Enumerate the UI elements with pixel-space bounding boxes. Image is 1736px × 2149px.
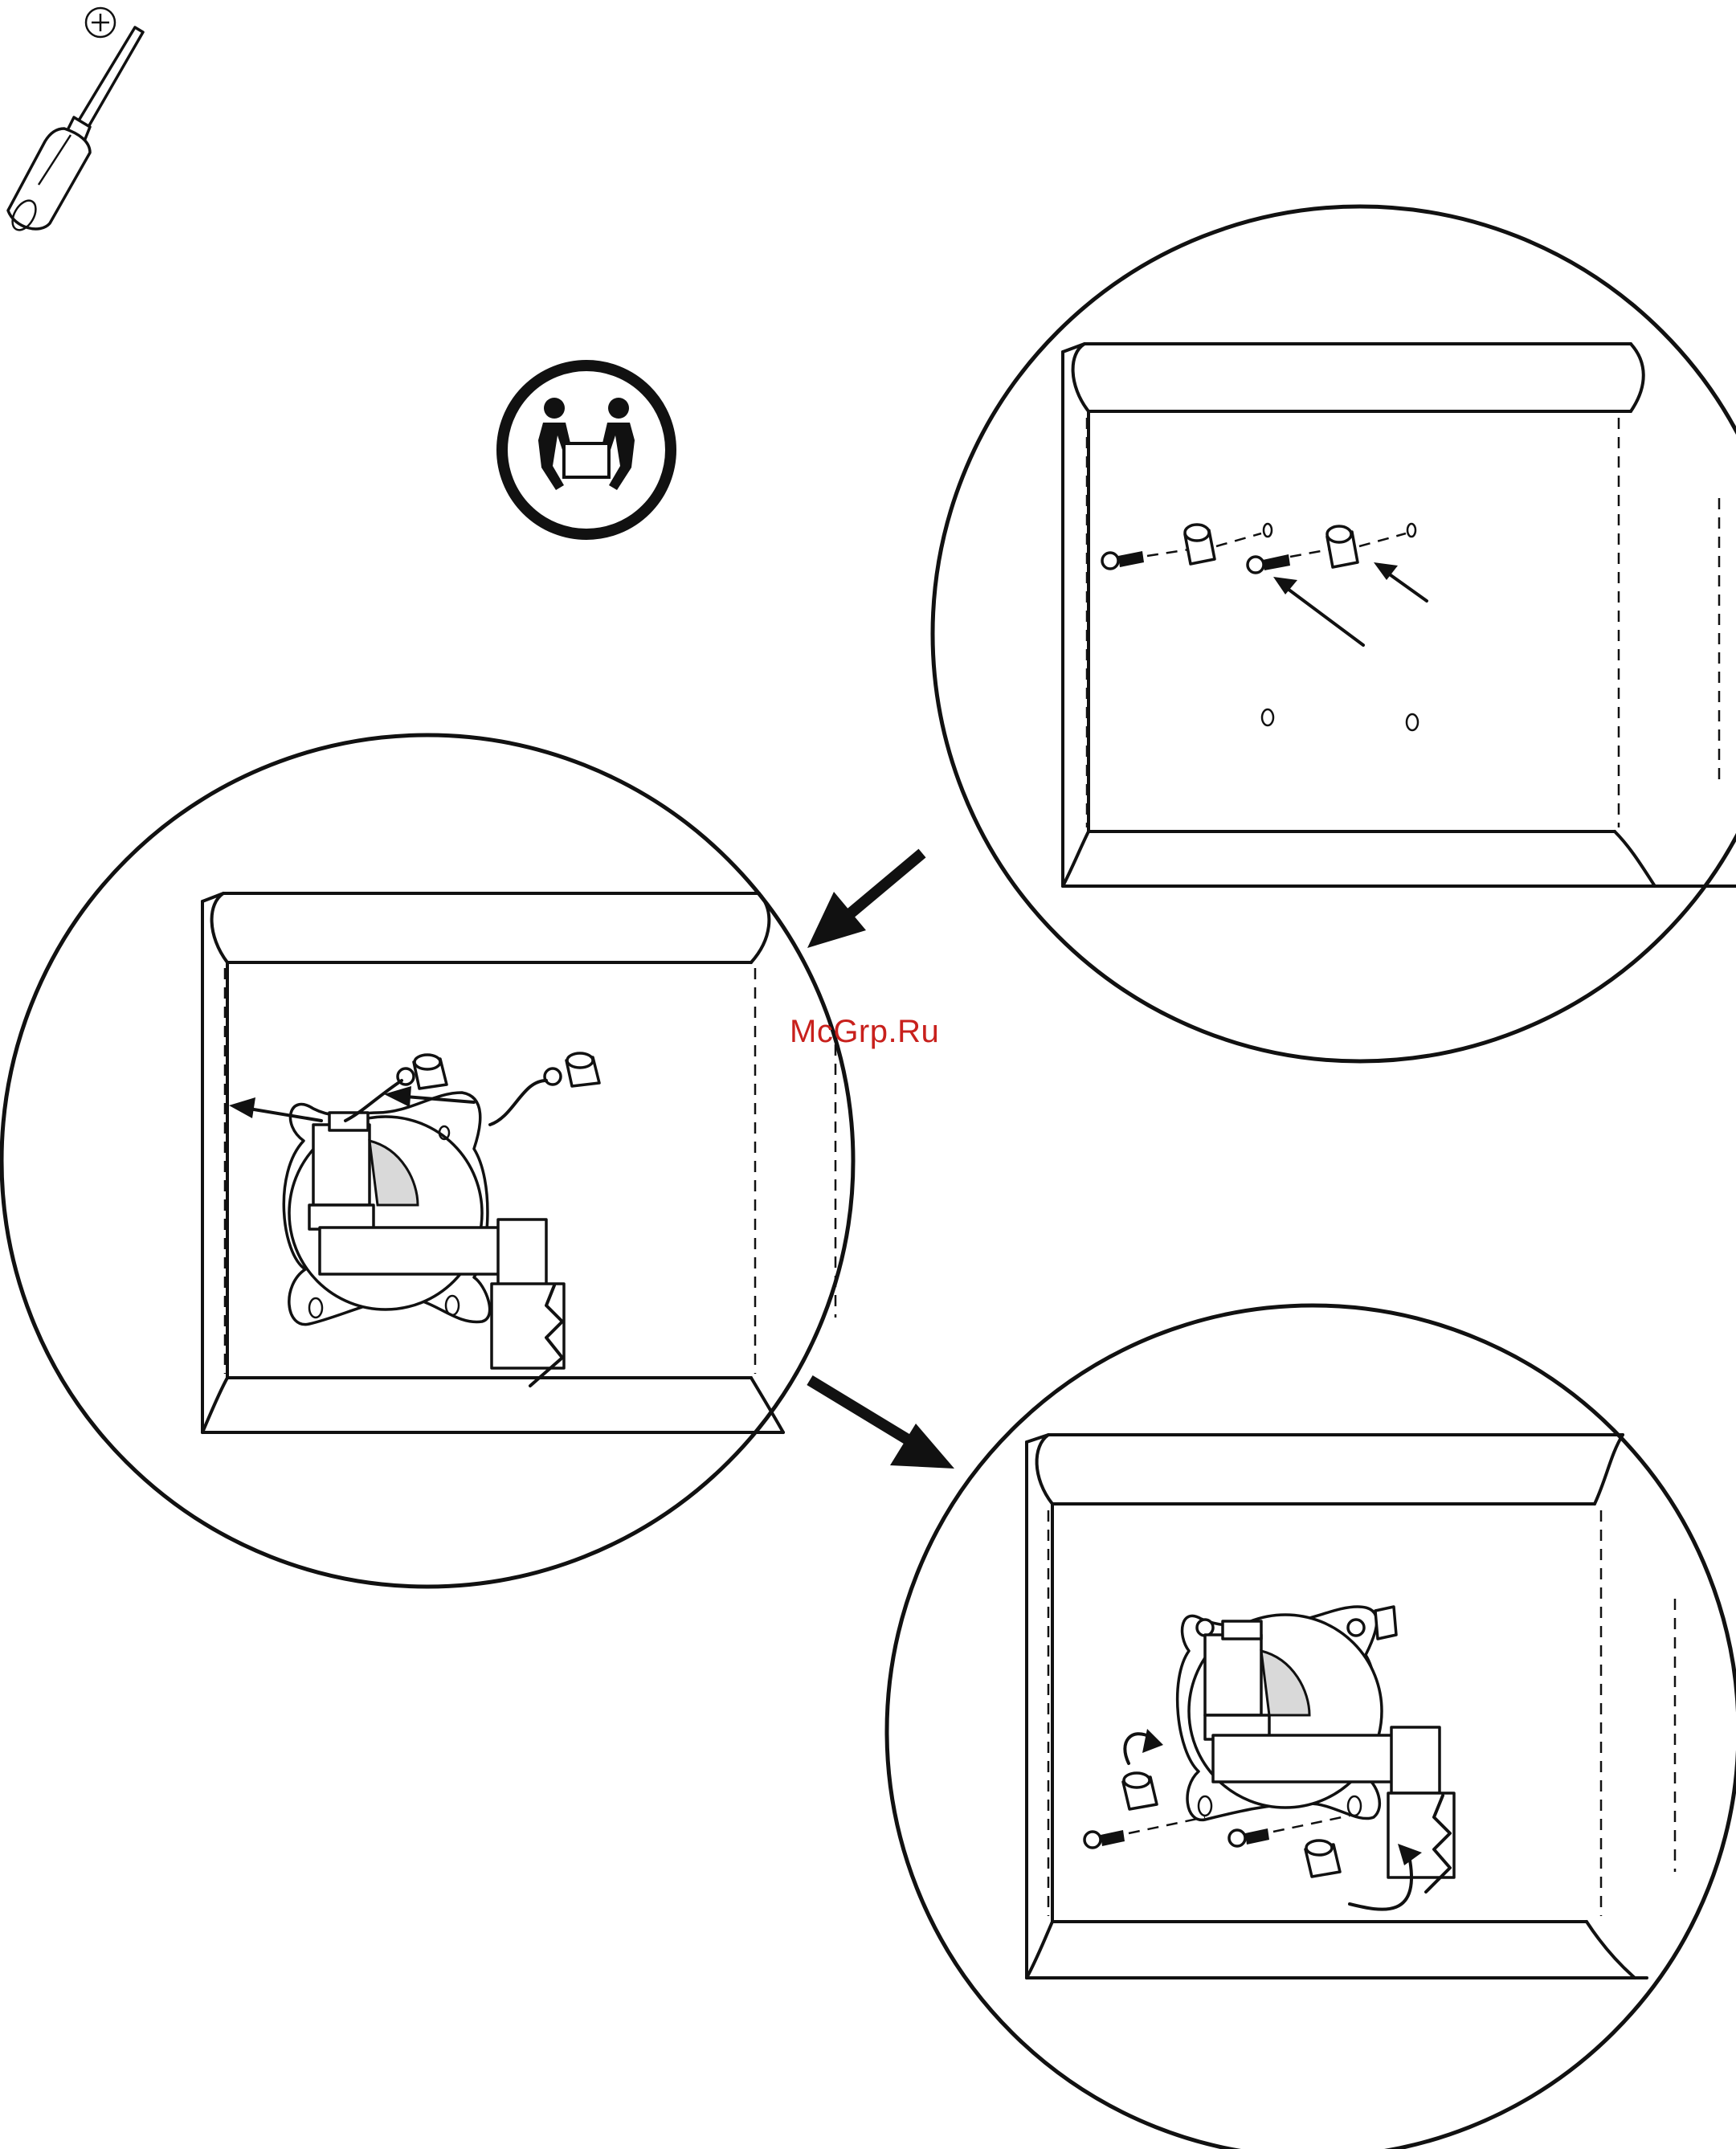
screw-right bbox=[1229, 1828, 1269, 1846]
spacer-left bbox=[1185, 525, 1215, 564]
flow-arrow-2 bbox=[810, 1380, 954, 1469]
pointer-arrows bbox=[1273, 562, 1427, 645]
step-attach-spacers bbox=[933, 206, 1736, 1061]
screw-left bbox=[1084, 1830, 1125, 1848]
step-hang-mount bbox=[2, 735, 853, 1587]
spacer-right bbox=[1305, 1841, 1340, 1877]
tv-back-panel bbox=[1063, 344, 1736, 886]
screwdriver-icon bbox=[8, 8, 143, 234]
two-person-lift-icon bbox=[502, 366, 671, 534]
screw-right bbox=[1248, 554, 1290, 573]
spacer-left bbox=[1123, 1773, 1157, 1809]
spacer-right bbox=[1327, 526, 1358, 567]
step-secure-screws bbox=[887, 1305, 1736, 2149]
screw-left bbox=[1102, 551, 1144, 569]
flow-arrow-1 bbox=[807, 853, 922, 948]
watermark-text: McGrp.Ru bbox=[790, 1014, 940, 1049]
spacer-right bbox=[545, 1053, 599, 1086]
spacer-left bbox=[398, 1055, 447, 1089]
